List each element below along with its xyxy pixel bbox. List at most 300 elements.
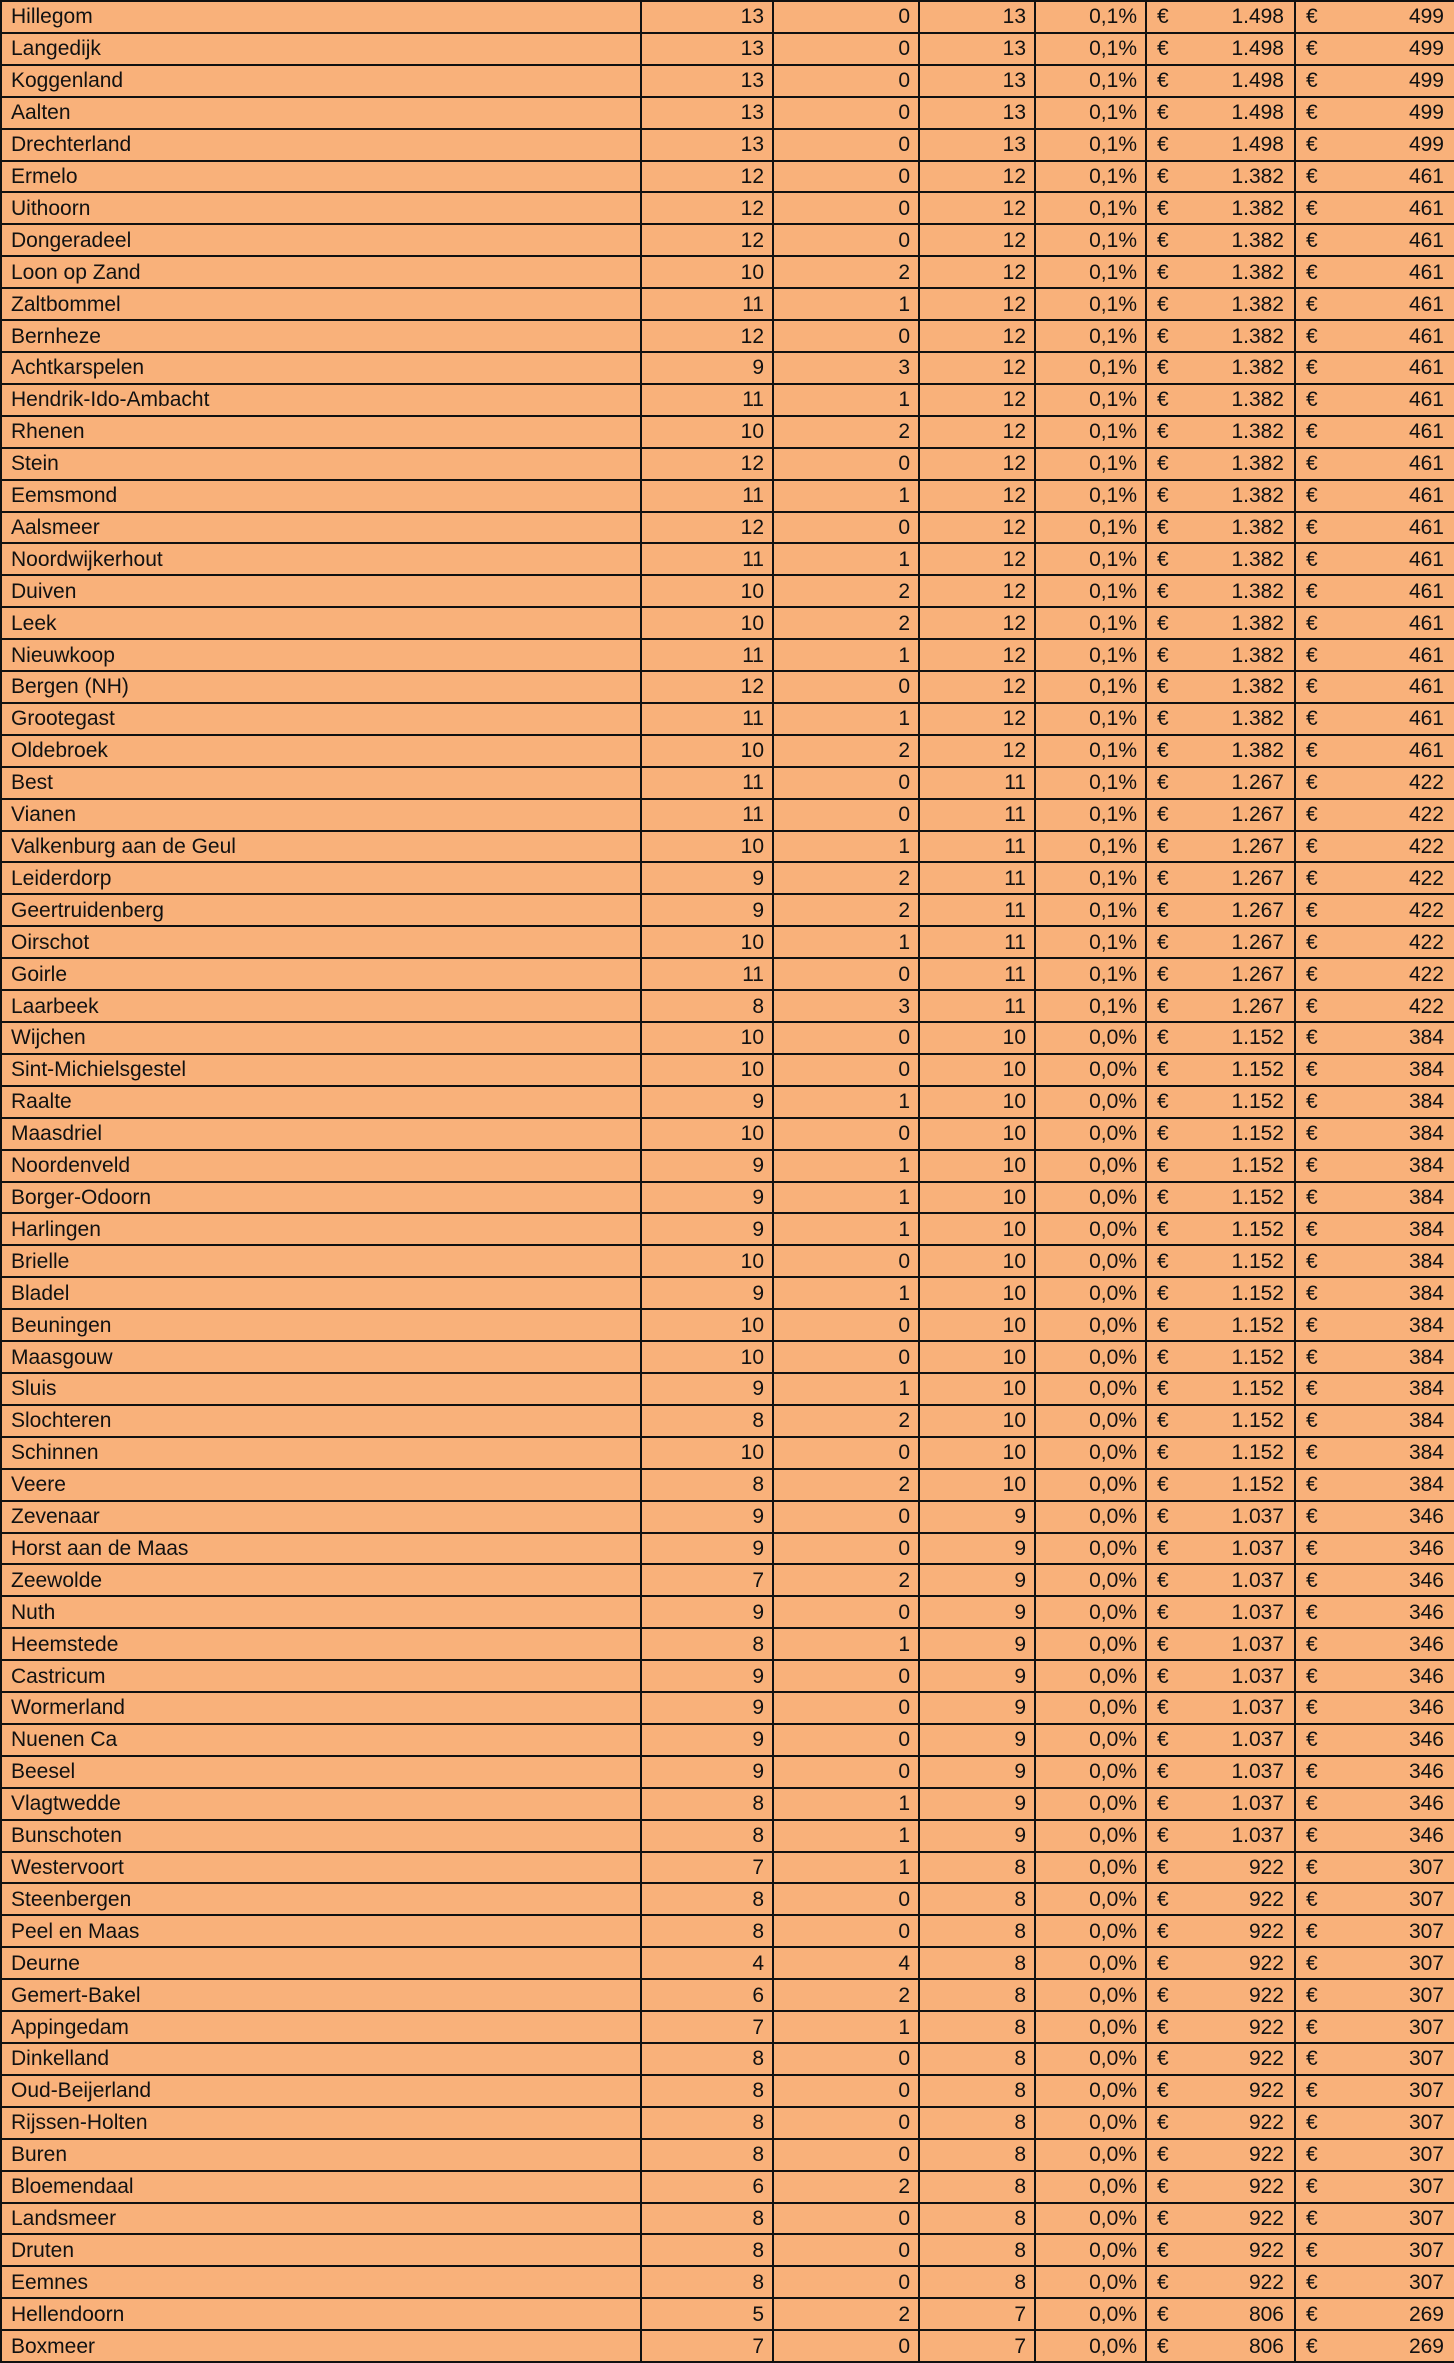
count-b-cell[interactable]: 0 [773, 767, 919, 799]
total-cell[interactable]: 10 [919, 1341, 1035, 1373]
percentage-cell[interactable]: 0,0% [1035, 1756, 1146, 1788]
amount-1-cell[interactable] [1146, 1660, 1295, 1692]
amount-2-cell[interactable] [1295, 2107, 1454, 2139]
count-b-cell[interactable]: 0 [773, 1533, 919, 1565]
amount-1-cell[interactable] [1146, 639, 1295, 671]
count-b-cell[interactable]: 2 [773, 256, 919, 288]
amount-1-cell[interactable] [1146, 703, 1295, 735]
amount-1-cell[interactable] [1146, 1883, 1295, 1915]
count-b-cell[interactable]: 0 [773, 2266, 919, 2298]
amount-1-cell[interactable] [1146, 1852, 1295, 1884]
percentage-cell[interactable]: 0,0% [1035, 1309, 1146, 1341]
amount-1-cell[interactable] [1146, 2171, 1295, 2203]
count-b-cell[interactable]: 1 [773, 543, 919, 575]
amount-1-cell[interactable] [1146, 161, 1295, 193]
municipality-name-cell[interactable]: Sint-Michielsgestel [1, 1054, 641, 1086]
percentage-cell[interactable]: 0,1% [1035, 33, 1146, 65]
amount-1-cell[interactable] [1146, 1564, 1295, 1596]
total-cell[interactable]: 11 [919, 894, 1035, 926]
count-b-cell[interactable]: 1 [773, 926, 919, 958]
municipality-name-cell[interactable]: Duiven [1, 575, 641, 607]
count-a-cell[interactable]: 10 [641, 831, 773, 863]
percentage-cell[interactable]: 0,0% [1035, 1883, 1146, 1915]
total-cell[interactable]: 12 [919, 607, 1035, 639]
total-cell[interactable]: 7 [919, 2330, 1035, 2362]
count-a-cell[interactable]: 5 [641, 2298, 773, 2330]
count-b-cell[interactable]: 0 [773, 33, 919, 65]
amount-2-cell[interactable] [1295, 1341, 1454, 1373]
count-b-cell[interactable]: 0 [773, 129, 919, 161]
count-a-cell[interactable]: 8 [641, 2203, 773, 2235]
count-a-cell[interactable]: 7 [641, 2011, 773, 2043]
percentage-cell[interactable]: 0,0% [1035, 1118, 1146, 1150]
total-cell[interactable]: 12 [919, 384, 1035, 416]
amount-1-cell[interactable] [1146, 2011, 1295, 2043]
municipality-name-cell[interactable]: Raalte [1, 1086, 641, 1118]
amount-2-cell[interactable] [1295, 1660, 1454, 1692]
total-cell[interactable]: 11 [919, 862, 1035, 894]
total-cell[interactable]: 10 [919, 1213, 1035, 1245]
municipality-name-cell[interactable]: Steenbergen [1, 1883, 641, 1915]
total-cell[interactable]: 12 [919, 320, 1035, 352]
count-a-cell[interactable]: 13 [641, 129, 773, 161]
amount-2-cell[interactable] [1295, 1373, 1454, 1405]
count-a-cell[interactable]: 6 [641, 2171, 773, 2203]
amount-1-cell[interactable] [1146, 65, 1295, 97]
count-b-cell[interactable]: 0 [773, 1915, 919, 1947]
amount-2-cell[interactable] [1295, 703, 1454, 735]
count-b-cell[interactable]: 2 [773, 575, 919, 607]
municipality-name-cell[interactable]: Bernheze [1, 320, 641, 352]
municipality-name-cell[interactable]: Hellendoorn [1, 2298, 641, 2330]
amount-2-cell[interactable] [1295, 288, 1454, 320]
count-b-cell[interactable]: 2 [773, 1405, 919, 1437]
percentage-cell[interactable]: 0,1% [1035, 97, 1146, 129]
percentage-cell[interactable]: 0,0% [1035, 1277, 1146, 1309]
municipality-name-cell[interactable]: Westervoort [1, 1852, 641, 1884]
count-b-cell[interactable]: 1 [773, 1150, 919, 1182]
amount-2-cell[interactable] [1295, 1245, 1454, 1277]
municipality-name-cell[interactable]: Zeewolde [1, 1564, 641, 1596]
municipality-name-cell[interactable]: Beuningen [1, 1309, 641, 1341]
amount-1-cell[interactable] [1146, 352, 1295, 384]
count-a-cell[interactable]: 13 [641, 97, 773, 129]
amount-2-cell[interactable] [1295, 543, 1454, 575]
total-cell[interactable]: 12 [919, 288, 1035, 320]
percentage-cell[interactable]: 0,1% [1035, 575, 1146, 607]
municipality-name-cell[interactable]: Rhenen [1, 416, 641, 448]
amount-2-cell[interactable] [1295, 2330, 1454, 2362]
percentage-cell[interactable]: 0,0% [1035, 1596, 1146, 1628]
total-cell[interactable]: 8 [919, 1915, 1035, 1947]
amount-2-cell[interactable] [1295, 1469, 1454, 1501]
amount-1-cell[interactable] [1146, 1628, 1295, 1660]
count-a-cell[interactable]: 11 [641, 288, 773, 320]
count-a-cell[interactable]: 7 [641, 1564, 773, 1596]
count-a-cell[interactable]: 13 [641, 65, 773, 97]
count-b-cell[interactable]: 0 [773, 1341, 919, 1373]
total-cell[interactable]: 9 [919, 1628, 1035, 1660]
amount-2-cell[interactable] [1295, 2075, 1454, 2107]
amount-1-cell[interactable] [1146, 2075, 1295, 2107]
amount-1-cell[interactable] [1146, 97, 1295, 129]
amount-1-cell[interactable] [1146, 862, 1295, 894]
total-cell[interactable]: 8 [919, 2139, 1035, 2171]
amount-1-cell[interactable] [1146, 607, 1295, 639]
municipality-name-cell[interactable]: Zevenaar [1, 1501, 641, 1533]
municipality-name-cell[interactable]: Sluis [1, 1373, 641, 1405]
amount-1-cell[interactable] [1146, 2298, 1295, 2330]
percentage-cell[interactable]: 0,1% [1035, 894, 1146, 926]
amount-2-cell[interactable] [1295, 1628, 1454, 1660]
amount-2-cell[interactable] [1295, 161, 1454, 193]
total-cell[interactable]: 10 [919, 1437, 1035, 1469]
percentage-cell[interactable]: 0,0% [1035, 1852, 1146, 1884]
amount-2-cell[interactable] [1295, 2171, 1454, 2203]
count-a-cell[interactable]: 10 [641, 607, 773, 639]
percentage-cell[interactable]: 0,1% [1035, 831, 1146, 863]
municipality-name-cell[interactable]: Aalten [1, 97, 641, 129]
amount-2-cell[interactable] [1295, 129, 1454, 161]
amount-1-cell[interactable] [1146, 1979, 1295, 2011]
total-cell[interactable]: 12 [919, 416, 1035, 448]
total-cell[interactable]: 10 [919, 1182, 1035, 1214]
count-a-cell[interactable]: 9 [641, 1150, 773, 1182]
total-cell[interactable]: 8 [919, 2266, 1035, 2298]
municipality-name-cell[interactable]: Borger-Odoorn [1, 1182, 641, 1214]
amount-2-cell[interactable] [1295, 384, 1454, 416]
count-b-cell[interactable]: 0 [773, 2107, 919, 2139]
percentage-cell[interactable]: 0,0% [1035, 1788, 1146, 1820]
count-a-cell[interactable]: 9 [641, 1213, 773, 1245]
percentage-cell[interactable]: 0,0% [1035, 1213, 1146, 1245]
amount-2-cell[interactable] [1295, 320, 1454, 352]
percentage-cell[interactable]: 0,0% [1035, 1341, 1146, 1373]
count-a-cell[interactable]: 8 [641, 1915, 773, 1947]
total-cell[interactable]: 10 [919, 1309, 1035, 1341]
amount-1-cell[interactable] [1146, 1437, 1295, 1469]
count-b-cell[interactable]: 1 [773, 480, 919, 512]
municipality-name-cell[interactable]: Oirschot [1, 926, 641, 958]
amount-1-cell[interactable] [1146, 767, 1295, 799]
total-cell[interactable]: 12 [919, 735, 1035, 767]
amount-1-cell[interactable] [1146, 1150, 1295, 1182]
total-cell[interactable]: 10 [919, 1373, 1035, 1405]
municipality-name-cell[interactable]: Dinkelland [1, 2043, 641, 2075]
count-a-cell[interactable]: 8 [641, 2043, 773, 2075]
count-b-cell[interactable]: 0 [773, 2330, 919, 2362]
count-a-cell[interactable]: 11 [641, 958, 773, 990]
percentage-cell[interactable]: 0,0% [1035, 2330, 1146, 2362]
municipality-name-cell[interactable]: Wijchen [1, 1022, 641, 1054]
percentage-cell[interactable]: 0,1% [1035, 799, 1146, 831]
amount-1-cell[interactable] [1146, 2139, 1295, 2171]
count-b-cell[interactable]: 0 [773, 1309, 919, 1341]
municipality-name-cell[interactable]: Peel en Maas [1, 1915, 641, 1947]
percentage-cell[interactable]: 0,1% [1035, 480, 1146, 512]
count-b-cell[interactable]: 0 [773, 1596, 919, 1628]
percentage-cell[interactable]: 0,0% [1035, 1150, 1146, 1182]
count-a-cell[interactable]: 9 [641, 1182, 773, 1214]
percentage-cell[interactable]: 0,0% [1035, 2075, 1146, 2107]
count-b-cell[interactable]: 0 [773, 512, 919, 544]
total-cell[interactable]: 10 [919, 1086, 1035, 1118]
percentage-cell[interactable]: 0,1% [1035, 448, 1146, 480]
amount-2-cell[interactable] [1295, 1533, 1454, 1565]
amount-2-cell[interactable] [1295, 97, 1454, 129]
count-a-cell[interactable]: 8 [641, 990, 773, 1022]
count-a-cell[interactable]: 8 [641, 1883, 773, 1915]
amount-2-cell[interactable] [1295, 990, 1454, 1022]
count-b-cell[interactable]: 1 [773, 831, 919, 863]
municipality-name-cell[interactable]: Leek [1, 607, 641, 639]
percentage-cell[interactable]: 0,0% [1035, 2171, 1146, 2203]
amount-1-cell[interactable] [1146, 894, 1295, 926]
total-cell[interactable]: 8 [919, 1947, 1035, 1979]
count-b-cell[interactable]: 0 [773, 448, 919, 480]
count-b-cell[interactable]: 0 [773, 1022, 919, 1054]
amount-2-cell[interactable] [1295, 1022, 1454, 1054]
percentage-cell[interactable]: 0,0% [1035, 1820, 1146, 1852]
amount-2-cell[interactable] [1295, 2203, 1454, 2235]
percentage-cell[interactable]: 0,1% [1035, 607, 1146, 639]
municipality-name-cell[interactable]: Geertruidenberg [1, 894, 641, 926]
percentage-cell[interactable]: 0,0% [1035, 1979, 1146, 2011]
amount-1-cell[interactable] [1146, 2330, 1295, 2362]
total-cell[interactable]: 12 [919, 256, 1035, 288]
percentage-cell[interactable]: 0,1% [1035, 352, 1146, 384]
amount-2-cell[interactable] [1295, 1086, 1454, 1118]
percentage-cell[interactable]: 0,0% [1035, 1947, 1146, 1979]
amount-2-cell[interactable] [1295, 224, 1454, 256]
count-b-cell[interactable]: 0 [773, 958, 919, 990]
municipality-name-cell[interactable]: Gemert-Bakel [1, 1979, 641, 2011]
amount-2-cell[interactable] [1295, 1820, 1454, 1852]
count-b-cell[interactable]: 0 [773, 1660, 919, 1692]
amount-1-cell[interactable] [1146, 224, 1295, 256]
amount-2-cell[interactable] [1295, 2043, 1454, 2075]
municipality-name-cell[interactable]: Leiderdorp [1, 862, 641, 894]
total-cell[interactable]: 12 [919, 448, 1035, 480]
count-a-cell[interactable]: 13 [641, 1, 773, 33]
total-cell[interactable]: 8 [919, 2011, 1035, 2043]
percentage-cell[interactable]: 0,0% [1035, 1405, 1146, 1437]
count-a-cell[interactable]: 10 [641, 1118, 773, 1150]
municipality-name-cell[interactable]: Hendrik-Ido-Ambacht [1, 384, 641, 416]
amount-1-cell[interactable] [1146, 926, 1295, 958]
amount-1-cell[interactable] [1146, 384, 1295, 416]
count-a-cell[interactable]: 8 [641, 2139, 773, 2171]
percentage-cell[interactable]: 0,1% [1035, 767, 1146, 799]
municipality-name-cell[interactable]: Vlagtwedde [1, 1788, 641, 1820]
municipality-name-cell[interactable]: Druten [1, 2234, 641, 2266]
total-cell[interactable]: 10 [919, 1118, 1035, 1150]
percentage-cell[interactable]: 0,1% [1035, 990, 1146, 1022]
municipality-name-cell[interactable]: Veere [1, 1469, 641, 1501]
count-a-cell[interactable]: 8 [641, 2234, 773, 2266]
count-a-cell[interactable]: 12 [641, 512, 773, 544]
count-b-cell[interactable]: 2 [773, 894, 919, 926]
municipality-name-cell[interactable]: Langedijk [1, 33, 641, 65]
amount-1-cell[interactable] [1146, 958, 1295, 990]
amount-1-cell[interactable] [1146, 33, 1295, 65]
percentage-cell[interactable]: 0,0% [1035, 1054, 1146, 1086]
amount-2-cell[interactable] [1295, 735, 1454, 767]
amount-1-cell[interactable] [1146, 416, 1295, 448]
amount-1-cell[interactable] [1146, 575, 1295, 607]
amount-2-cell[interactable] [1295, 894, 1454, 926]
total-cell[interactable]: 10 [919, 1277, 1035, 1309]
count-b-cell[interactable]: 0 [773, 2203, 919, 2235]
amount-1-cell[interactable] [1146, 288, 1295, 320]
total-cell[interactable]: 9 [919, 1724, 1035, 1756]
count-b-cell[interactable]: 1 [773, 288, 919, 320]
count-b-cell[interactable]: 1 [773, 703, 919, 735]
count-b-cell[interactable]: 0 [773, 1724, 919, 1756]
percentage-cell[interactable]: 0,0% [1035, 2139, 1146, 2171]
percentage-cell[interactable]: 0,0% [1035, 1182, 1146, 1214]
total-cell[interactable]: 12 [919, 224, 1035, 256]
municipality-name-cell[interactable]: Dongeradeel [1, 224, 641, 256]
amount-2-cell[interactable] [1295, 1596, 1454, 1628]
municipality-name-cell[interactable]: Oldebroek [1, 735, 641, 767]
count-a-cell[interactable]: 11 [641, 384, 773, 416]
municipality-name-cell[interactable]: Boxmeer [1, 2330, 641, 2362]
percentage-cell[interactable]: 0,1% [1035, 543, 1146, 575]
municipality-name-cell[interactable]: Bunschoten [1, 1820, 641, 1852]
municipality-name-cell[interactable]: Nuenen Ca [1, 1724, 641, 1756]
count-b-cell[interactable]: 0 [773, 1692, 919, 1724]
count-a-cell[interactable]: 9 [641, 352, 773, 384]
count-b-cell[interactable]: 0 [773, 320, 919, 352]
amount-2-cell[interactable] [1295, 1692, 1454, 1724]
count-a-cell[interactable]: 9 [641, 1692, 773, 1724]
total-cell[interactable]: 12 [919, 512, 1035, 544]
count-b-cell[interactable]: 0 [773, 192, 919, 224]
amount-2-cell[interactable] [1295, 1213, 1454, 1245]
count-a-cell[interactable]: 12 [641, 224, 773, 256]
municipality-name-cell[interactable]: Slochteren [1, 1405, 641, 1437]
percentage-cell[interactable]: 0,1% [1035, 320, 1146, 352]
percentage-cell[interactable]: 0,1% [1035, 416, 1146, 448]
amount-1-cell[interactable] [1146, 1341, 1295, 1373]
count-b-cell[interactable]: 0 [773, 671, 919, 703]
percentage-cell[interactable]: 0,1% [1035, 862, 1146, 894]
amount-2-cell[interactable] [1295, 1947, 1454, 1979]
percentage-cell[interactable]: 0,0% [1035, 1660, 1146, 1692]
municipality-name-cell[interactable]: Deurne [1, 1947, 641, 1979]
percentage-cell[interactable]: 0,0% [1035, 2107, 1146, 2139]
count-a-cell[interactable]: 11 [641, 639, 773, 671]
count-b-cell[interactable]: 0 [773, 65, 919, 97]
total-cell[interactable]: 8 [919, 2171, 1035, 2203]
count-a-cell[interactable]: 10 [641, 1309, 773, 1341]
amount-2-cell[interactable] [1295, 926, 1454, 958]
percentage-cell[interactable]: 0,1% [1035, 735, 1146, 767]
percentage-cell[interactable]: 0,0% [1035, 1724, 1146, 1756]
count-b-cell[interactable]: 2 [773, 2298, 919, 2330]
amount-2-cell[interactable] [1295, 192, 1454, 224]
count-b-cell[interactable]: 0 [773, 1054, 919, 1086]
amount-2-cell[interactable] [1295, 958, 1454, 990]
percentage-cell[interactable]: 0,0% [1035, 1564, 1146, 1596]
amount-2-cell[interactable] [1295, 1277, 1454, 1309]
amount-1-cell[interactable] [1146, 1054, 1295, 1086]
municipality-name-cell[interactable]: Noordenveld [1, 1150, 641, 1182]
total-cell[interactable]: 8 [919, 2107, 1035, 2139]
count-b-cell[interactable]: 0 [773, 1, 919, 33]
percentage-cell[interactable]: 0,0% [1035, 1245, 1146, 1277]
count-a-cell[interactable]: 9 [641, 1533, 773, 1565]
count-a-cell[interactable]: 9 [641, 1596, 773, 1628]
amount-1-cell[interactable] [1146, 1596, 1295, 1628]
count-a-cell[interactable]: 8 [641, 1405, 773, 1437]
total-cell[interactable]: 11 [919, 926, 1035, 958]
total-cell[interactable]: 8 [919, 2203, 1035, 2235]
amount-2-cell[interactable] [1295, 1501, 1454, 1533]
municipality-name-cell[interactable]: Achtkarspelen [1, 352, 641, 384]
municipality-name-cell[interactable]: Wormerland [1, 1692, 641, 1724]
amount-1-cell[interactable] [1146, 1, 1295, 33]
municipality-name-cell[interactable]: Laarbeek [1, 990, 641, 1022]
amount-1-cell[interactable] [1146, 1182, 1295, 1214]
total-cell[interactable]: 10 [919, 1469, 1035, 1501]
municipality-name-cell[interactable]: Eemsmond [1, 480, 641, 512]
percentage-cell[interactable]: 0,1% [1035, 926, 1146, 958]
amount-2-cell[interactable] [1295, 1405, 1454, 1437]
amount-2-cell[interactable] [1295, 1054, 1454, 1086]
count-a-cell[interactable]: 10 [641, 1022, 773, 1054]
municipality-name-cell[interactable]: Loon op Zand [1, 256, 641, 288]
count-b-cell[interactable]: 2 [773, 1979, 919, 2011]
total-cell[interactable]: 8 [919, 2075, 1035, 2107]
total-cell[interactable]: 12 [919, 639, 1035, 671]
percentage-cell[interactable]: 0,0% [1035, 2043, 1146, 2075]
amount-1-cell[interactable] [1146, 1947, 1295, 1979]
count-b-cell[interactable]: 1 [773, 1373, 919, 1405]
percentage-cell[interactable]: 0,1% [1035, 958, 1146, 990]
amount-2-cell[interactable] [1295, 767, 1454, 799]
count-a-cell[interactable]: 10 [641, 735, 773, 767]
municipality-name-cell[interactable]: Harlingen [1, 1213, 641, 1245]
count-a-cell[interactable]: 10 [641, 256, 773, 288]
count-a-cell[interactable]: 10 [641, 575, 773, 607]
amount-1-cell[interactable] [1146, 192, 1295, 224]
amount-1-cell[interactable] [1146, 1245, 1295, 1277]
total-cell[interactable]: 13 [919, 65, 1035, 97]
municipality-name-cell[interactable]: Uithoorn [1, 192, 641, 224]
count-b-cell[interactable]: 2 [773, 1469, 919, 1501]
amount-2-cell[interactable] [1295, 2234, 1454, 2266]
amount-1-cell[interactable] [1146, 990, 1295, 1022]
municipality-name-cell[interactable]: Bloemendaal [1, 2171, 641, 2203]
municipality-name-cell[interactable]: Landsmeer [1, 2203, 641, 2235]
count-a-cell[interactable]: 9 [641, 1277, 773, 1309]
total-cell[interactable]: 8 [919, 1883, 1035, 1915]
total-cell[interactable]: 12 [919, 352, 1035, 384]
total-cell[interactable]: 12 [919, 543, 1035, 575]
amount-2-cell[interactable] [1295, 671, 1454, 703]
count-a-cell[interactable]: 11 [641, 480, 773, 512]
count-a-cell[interactable]: 12 [641, 161, 773, 193]
percentage-cell[interactable]: 0,0% [1035, 2298, 1146, 2330]
count-b-cell[interactable]: 0 [773, 1501, 919, 1533]
percentage-cell[interactable]: 0,0% [1035, 1628, 1146, 1660]
count-a-cell[interactable]: 11 [641, 767, 773, 799]
amount-1-cell[interactable] [1146, 2107, 1295, 2139]
count-a-cell[interactable]: 11 [641, 799, 773, 831]
total-cell[interactable]: 11 [919, 831, 1035, 863]
